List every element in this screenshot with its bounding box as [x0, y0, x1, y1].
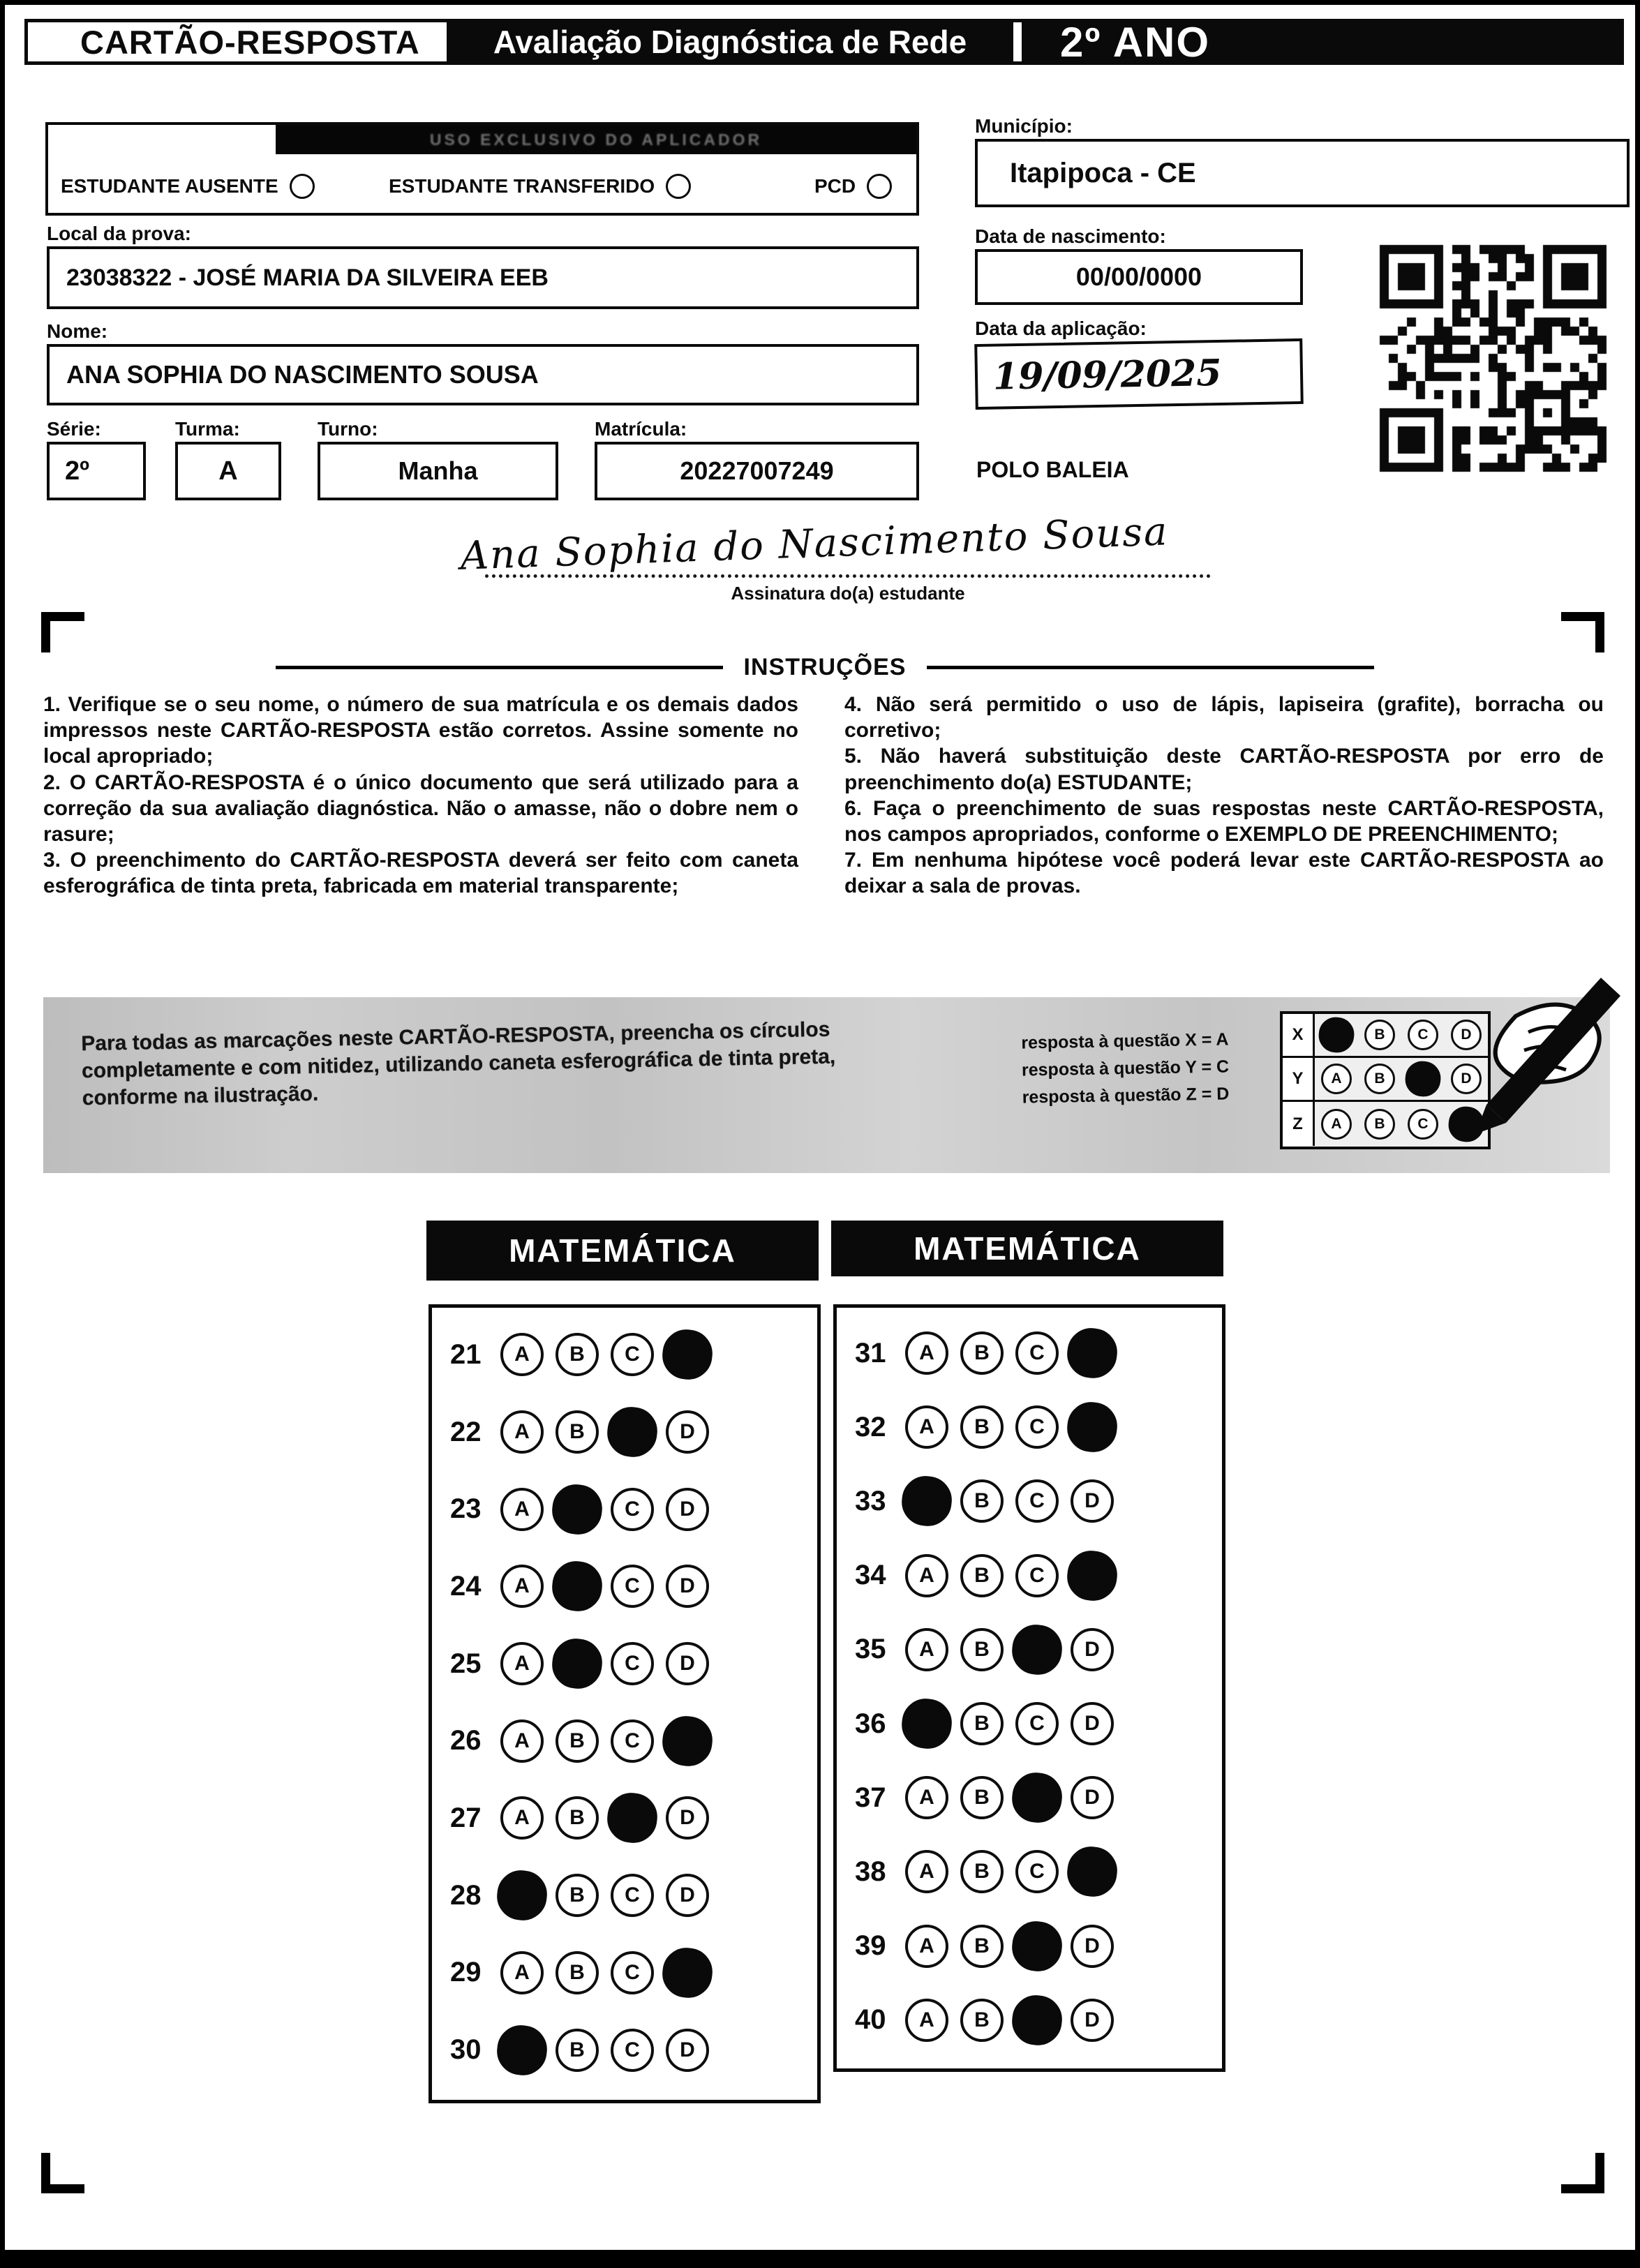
bubble-q38-A[interactable]: A	[905, 1850, 948, 1893]
example-row-label: Y	[1283, 1058, 1315, 1100]
question-number: 36	[855, 1708, 886, 1739]
example-band	[43, 997, 1610, 1173]
municipio-label: Município:	[975, 115, 1073, 137]
nome-label: Nome:	[47, 320, 108, 342]
question-number: 35	[855, 1634, 886, 1665]
grade-badge: 2º ANO	[1022, 22, 1620, 61]
bubble-q21-A[interactable]: A	[500, 1333, 544, 1376]
example-row-label: Z	[1283, 1102, 1315, 1146]
bubble-q31-A[interactable]: A	[905, 1331, 948, 1375]
bubble-q39-A[interactable]: A	[905, 1925, 948, 1968]
local-label: Local da prova:	[47, 223, 191, 244]
bubble-q38-B[interactable]: B	[960, 1850, 1004, 1893]
turma-label: Turma:	[175, 418, 240, 440]
signature-line	[485, 574, 1211, 578]
applicator-box	[45, 122, 919, 216]
question-row-24	[432, 1565, 817, 1608]
legend-line: resposta à questão Y = C	[1021, 1057, 1230, 1080]
checkbox-label: ESTUDANTE AUSENTE	[61, 175, 278, 197]
applicator-bar	[276, 125, 916, 154]
bubble-q32-A[interactable]: A	[905, 1405, 948, 1449]
bubble-q35-B[interactable]: B	[960, 1628, 1004, 1671]
bubble-q26-D[interactable]	[660, 1714, 715, 1768]
bubble-q34-A[interactable]: A	[905, 1554, 948, 1597]
bubble-q34-B[interactable]: B	[960, 1554, 1004, 1597]
example-bubble-Y-B: B	[1364, 1064, 1395, 1094]
bubble-q39-B[interactable]: B	[960, 1925, 1004, 1968]
bubble-q33-B[interactable]: B	[960, 1479, 1004, 1523]
bubble-q40-A[interactable]: A	[905, 1999, 948, 2042]
bubble-q25-D[interactable]: D	[666, 1642, 709, 1685]
question-number: 37	[855, 1782, 886, 1813]
example-text: Para todas as marcações neste CARTÃO-RESPOSTA, preencha os círculos completamente e com nitidez, utilizando caneta esferográfica de tinta preta, conforme na ilustração.	[81, 1017, 836, 1110]
corner-mark-bottom-right	[1561, 2153, 1604, 2193]
example-cell	[1358, 1109, 1401, 1140]
bubble-q40-C[interactable]	[1010, 1993, 1064, 2047]
example-row-label: X	[1283, 1014, 1315, 1056]
bubble-q35-C[interactable]	[1010, 1622, 1064, 1677]
bubble-q40-B[interactable]: B	[960, 1999, 1004, 2042]
bubble-q33-A[interactable]	[900, 1474, 954, 1528]
question-number: 40	[855, 2004, 886, 2036]
signature-label: Assinatura do(a) estudante	[731, 583, 965, 604]
turno-label: Turno:	[318, 418, 378, 440]
instruction-item: 7. Em nenhuma hipótese você poderá levar este CARTÃO-RESPOSTA ao deixar a sala de provas.	[844, 849, 1604, 898]
bubble-q32-B[interactable]: B	[960, 1405, 1004, 1449]
qr-code	[1374, 239, 1611, 477]
question-row-30	[432, 2029, 817, 2072]
question-row-28	[432, 1874, 817, 1917]
bubble-q36-A[interactable]	[900, 1696, 954, 1751]
example-bubble-Z-B: B	[1364, 1109, 1395, 1140]
example-cell	[1358, 1020, 1401, 1050]
bubble-q24-C[interactable]: C	[611, 1565, 654, 1608]
bubble-q30-D[interactable]: D	[666, 2029, 709, 2072]
corner-mark-top-right	[1561, 612, 1604, 652]
bubble-q36-D[interactable]: D	[1071, 1702, 1114, 1745]
aplicacao-value-handwritten: 19/09/2025	[974, 338, 1304, 410]
bubble-q26-A[interactable]: A	[500, 1719, 544, 1763]
bubble-q32-C[interactable]: C	[1015, 1405, 1059, 1449]
card-title: CARTÃO-RESPOSTA	[80, 23, 420, 61]
bubble-q22-B[interactable]: B	[556, 1410, 599, 1454]
question-row-25	[432, 1642, 817, 1685]
bubble-q29-B[interactable]: B	[556, 1951, 599, 1994]
instructions-title-row	[276, 654, 1374, 681]
question-row-34	[837, 1554, 1222, 1597]
question-number: 39	[855, 1930, 886, 1962]
bubble-q21-B[interactable]: B	[556, 1333, 599, 1376]
example-cell	[1315, 1109, 1358, 1140]
bubble-q25-A[interactable]: A	[500, 1642, 544, 1685]
bubble-q29-A[interactable]: A	[500, 1951, 544, 1994]
bubble-q30-C[interactable]: C	[611, 2029, 654, 2072]
bubble-q23-B[interactable]	[550, 1482, 604, 1537]
example-legend	[1021, 1026, 1230, 1111]
question-row-39	[837, 1925, 1222, 1968]
instruction-item: 5. Não haverá substituição deste CARTÃO-RESPOSTA por erro de preenchimento do(a) ESTUDANTE;	[844, 745, 1604, 794]
bubble-q28-C[interactable]: C	[611, 1874, 654, 1917]
polo-label: POLO BALEIA	[976, 457, 1129, 482]
instruction-item: 6. Faça o preenchimento de suas respostas neste CARTÃO-RESPOSTA, nos campos apropriados, conforme o EXEMPLO DE PREENCHIMENTO;	[844, 796, 1604, 846]
example-cell	[1358, 1064, 1401, 1094]
bubble-q21-D[interactable]	[660, 1327, 715, 1382]
bubble-q21-C[interactable]: C	[611, 1333, 654, 1376]
bubble-q26-B[interactable]: B	[556, 1719, 599, 1763]
instruction-item: 3. O preenchimento do CARTÃO-RESPOSTA deverá ser feito com caneta esferográfica de tinta preta, fabricada em material transparente;	[43, 849, 798, 898]
bubble-q24-A[interactable]: A	[500, 1565, 544, 1608]
bubble-q31-B[interactable]: B	[960, 1331, 1004, 1375]
bubble-q35-A[interactable]: A	[905, 1628, 948, 1671]
bubble-q22-D[interactable]: D	[666, 1410, 709, 1454]
question-row-40	[837, 1999, 1222, 2042]
bubble-q30-A[interactable]	[495, 2022, 549, 2077]
bubble-q23-D[interactable]: D	[666, 1488, 709, 1531]
instructions-left-column	[43, 692, 798, 900]
bubble-q36-C[interactable]: C	[1015, 1702, 1059, 1745]
legend-line: resposta à questão X = A	[1021, 1029, 1229, 1053]
answer-box-1	[428, 1304, 821, 2103]
subject-header-1: MATEMÁTICA	[426, 1221, 819, 1281]
answer-box-2	[833, 1304, 1225, 2072]
question-row-29	[432, 1951, 817, 1994]
question-number: 29	[450, 1957, 482, 1988]
question-number: 30	[450, 2034, 482, 2066]
example-bubble-X-C: C	[1408, 1020, 1438, 1050]
matricula-label: Matrícula:	[595, 418, 687, 440]
matricula-value: 20227007249	[595, 442, 919, 500]
example-cell	[1315, 1020, 1358, 1050]
checkbox-pcd[interactable]	[814, 174, 892, 199]
checkbox-estudante-ausente[interactable]	[61, 174, 315, 199]
bubble-q39-C[interactable]	[1010, 1918, 1064, 1973]
circle-mark-icon[interactable]	[867, 174, 892, 199]
question-number: 22	[450, 1416, 482, 1447]
checkbox-estudante-transferido[interactable]	[389, 174, 691, 199]
nascimento-value: 00/00/0000	[975, 249, 1303, 305]
instruction-item: 1. Verifique se o seu nome, o número de sua matrícula e os demais dados impressos neste CARTÃO-RESPOSTA estão corretos. Assine somente no local apropriado;	[43, 693, 798, 768]
rule-line	[927, 666, 1374, 669]
circle-mark-icon[interactable]	[290, 174, 315, 199]
question-row-37	[837, 1776, 1222, 1819]
question-number: 24	[450, 1570, 482, 1602]
question-row-38	[837, 1850, 1222, 1893]
question-number: 32	[855, 1411, 886, 1442]
bubble-q40-D[interactable]: D	[1071, 1999, 1114, 2042]
serie-value: 2º	[47, 442, 146, 500]
question-number: 25	[450, 1648, 482, 1679]
bubble-q32-D[interactable]	[1065, 1400, 1119, 1454]
bubble-q27-C[interactable]	[605, 1791, 659, 1845]
bubble-q23-C[interactable]: C	[611, 1488, 654, 1531]
example-bubble-X-A	[1317, 1015, 1356, 1054]
checkbox-label: PCD	[814, 175, 856, 197]
example-bubble-X-D: D	[1451, 1020, 1482, 1050]
question-row-36	[837, 1702, 1222, 1745]
question-row-35	[837, 1628, 1222, 1671]
question-number: 34	[855, 1560, 886, 1591]
turma-value: A	[175, 442, 281, 500]
question-row-31	[837, 1331, 1222, 1375]
question-number: 27	[450, 1802, 482, 1833]
bubble-q22-C[interactable]	[605, 1405, 659, 1459]
subject-header-2: MATEMÁTICA	[831, 1221, 1223, 1276]
bubble-q33-C[interactable]: C	[1015, 1479, 1059, 1523]
bubble-q27-B[interactable]: B	[556, 1796, 599, 1840]
bubble-q34-D[interactable]	[1065, 1548, 1119, 1602]
bubble-q27-A[interactable]: A	[500, 1796, 544, 1840]
header-divider	[1013, 22, 1022, 61]
example-bubble-Z-C: C	[1408, 1109, 1438, 1140]
municipio-value: Itapipoca - CE	[975, 139, 1630, 207]
bubble-q25-B[interactable]	[550, 1636, 604, 1691]
question-number: 38	[855, 1856, 886, 1887]
bubble-q23-A[interactable]: A	[500, 1488, 544, 1531]
bubble-q35-D[interactable]: D	[1071, 1628, 1114, 1671]
example-bubble-Z-A: A	[1321, 1109, 1352, 1140]
bubble-q31-D[interactable]	[1065, 1326, 1119, 1380]
example-bubble-Y-D: D	[1451, 1064, 1482, 1094]
question-number: 28	[450, 1879, 482, 1911]
instruction-item: 4. Não será permitido o uso de lápis, lapiseira (grafite), borracha ou corretivo;	[844, 693, 1604, 743]
serie-label: Série:	[47, 418, 101, 440]
bubble-q30-B[interactable]: B	[556, 2029, 599, 2072]
bubble-q33-D[interactable]: D	[1071, 1479, 1114, 1523]
example-cell	[1315, 1064, 1358, 1094]
bubble-q28-A[interactable]	[495, 1868, 549, 1923]
hand-with-pen-icon	[1404, 978, 1627, 1152]
question-number: 33	[855, 1485, 886, 1516]
bubble-q24-B[interactable]	[550, 1559, 604, 1613]
rule-line	[276, 666, 723, 669]
bubble-q28-B[interactable]: B	[556, 1874, 599, 1917]
nascimento-label: Data de nascimento:	[975, 225, 1166, 247]
aplicacao-label: Data da aplicação:	[975, 318, 1147, 339]
question-number: 31	[855, 1337, 886, 1368]
example-bubble-X-B: B	[1364, 1020, 1395, 1050]
bubble-q34-C[interactable]: C	[1015, 1554, 1059, 1597]
question-number: 23	[450, 1493, 482, 1525]
bubble-q38-D[interactable]	[1065, 1844, 1119, 1899]
bubble-q29-C[interactable]: C	[611, 1951, 654, 1994]
exam-title: Avaliação Diagnóstica de Rede	[447, 22, 1013, 61]
question-row-32	[837, 1405, 1222, 1449]
nome-value: ANA SOPHIA DO NASCIMENTO SOUSA	[47, 344, 919, 405]
bubble-q25-C[interactable]: C	[611, 1642, 654, 1685]
question-row-33	[837, 1479, 1222, 1523]
checkbox-label: ESTUDANTE TRANSFERIDO	[389, 175, 655, 197]
bubble-q24-D[interactable]: D	[666, 1565, 709, 1608]
bubble-q31-C[interactable]: C	[1015, 1331, 1059, 1375]
bubble-q37-B[interactable]: B	[960, 1776, 1004, 1819]
bubble-q28-D[interactable]: D	[666, 1874, 709, 1917]
bubble-q26-C[interactable]: C	[611, 1719, 654, 1763]
question-number: 21	[450, 1338, 482, 1370]
instructions-right-column	[844, 692, 1604, 900]
applicator-bar-label: USO EXCLUSIVO DO APLICADOR	[429, 130, 763, 149]
header	[24, 19, 1624, 65]
bubble-q39-D[interactable]: D	[1071, 1925, 1114, 1968]
question-row-21	[432, 1333, 817, 1376]
question-row-23	[432, 1488, 817, 1531]
signature-handwritten: Ana Sophia do Nascimento Sousa	[459, 509, 1170, 579]
legend-line: resposta à questão Z = D	[1022, 1084, 1230, 1107]
circle-mark-icon[interactable]	[666, 174, 691, 199]
question-number: 26	[450, 1725, 482, 1756]
corner-mark-top-left	[41, 612, 84, 652]
example-bubble-Y-A: A	[1321, 1064, 1352, 1094]
bubble-q37-A[interactable]: A	[905, 1776, 948, 1819]
question-row-26	[432, 1719, 817, 1763]
corner-mark-bottom-left	[41, 2153, 84, 2193]
instruction-item: 2. O CARTÃO-RESPOSTA é o único documento que será utilizado para a correção da sua avaliação diagnóstica. Não o amasse, não o dobre nem o rasure;	[43, 770, 798, 846]
question-row-22	[432, 1410, 817, 1454]
bubble-q27-D[interactable]: D	[666, 1796, 709, 1840]
instructions-title: INSTRUÇÕES	[743, 654, 907, 680]
turno-value: Manha	[318, 442, 558, 500]
bubble-q37-C[interactable]	[1010, 1770, 1064, 1825]
bubble-q36-B[interactable]: B	[960, 1702, 1004, 1745]
question-row-27	[432, 1796, 817, 1840]
bubble-q38-C[interactable]: C	[1015, 1850, 1059, 1893]
bubble-q22-A[interactable]: A	[500, 1410, 544, 1454]
bubble-q37-D[interactable]: D	[1071, 1776, 1114, 1819]
local-value: 23038322 - JOSÉ MARIA DA SILVEIRA EEB	[47, 246, 919, 309]
bubble-q29-D[interactable]	[660, 1946, 715, 2000]
